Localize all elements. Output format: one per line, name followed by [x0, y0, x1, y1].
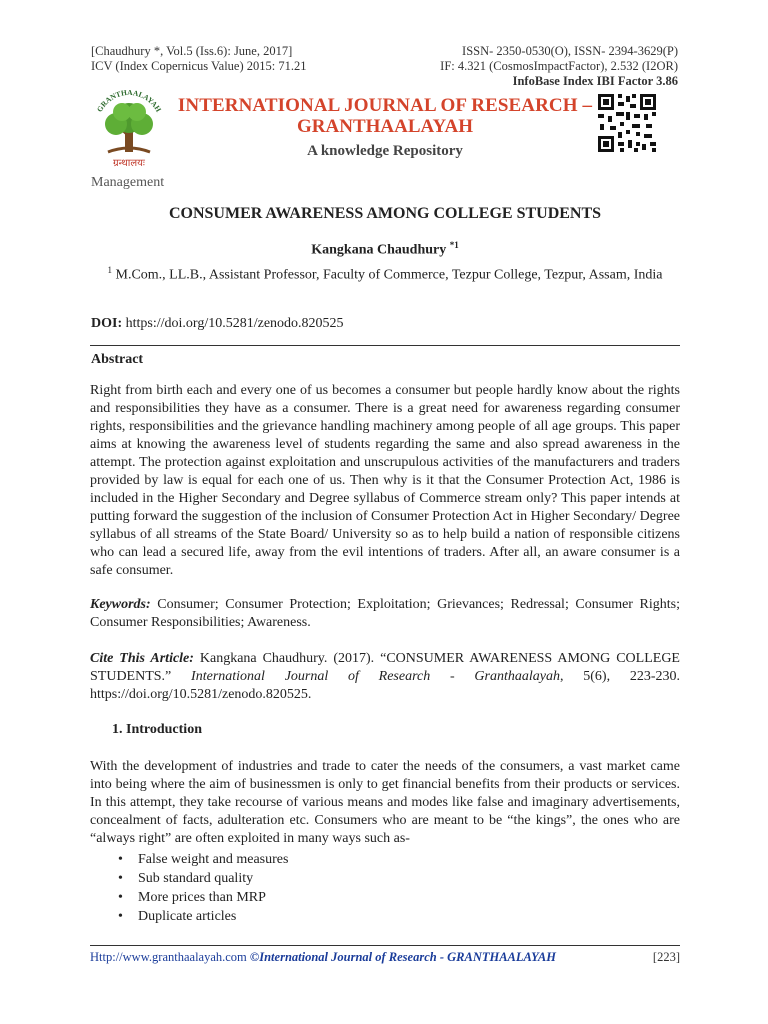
journal-tagline: A knowledge Repository [307, 143, 463, 159]
footer-url[interactable]: Http://www.granthaalayah.com [90, 950, 247, 964]
journal-name-line2: GRANTHAALAYAH [297, 116, 473, 137]
exploitation-list [118, 850, 678, 926]
affiliation-text: M.Com., LL.B., Assistant Professor, Faculty of Commerce, Tezpur College, Tezpur, Assam, India [115, 267, 663, 283]
affiliation-sup: 1 [107, 265, 112, 275]
cite-part1: Kangkana Chaudhury. (2017). “CONSUMER AWARENESS AMONG COLLEGE STUDENTS.” [90, 651, 680, 684]
logo-hindi-text: ग्रन्थालयः [113, 158, 145, 169]
citation [90, 650, 680, 704]
list-item: • False weight and measures [118, 850, 678, 869]
doi-link[interactable]: https://doi.org/10.5281/zenodo.820525 [125, 316, 344, 331]
cite-journal: International Journal of Research - Granthaalayah [191, 669, 560, 684]
page-number: [223] [652, 950, 680, 964]
journal-name-line1: INTERNATIONAL JOURNAL OF RESEARCH – [177, 95, 593, 116]
abstract-heading: Abstract [91, 352, 144, 367]
divider [90, 345, 680, 346]
list-item: • Duplicate articles [118, 907, 678, 926]
doi-label: DOI: [91, 316, 123, 331]
header-infobase: InfoBase Index IBI Factor 3.86 [512, 74, 678, 88]
author-name: Kangkana Chaudhury [311, 242, 447, 258]
affiliation [90, 261, 680, 285]
article-title: CONSUMER AWARENESS AMONG COLLEGE STUDENTS [168, 205, 602, 222]
keywords [90, 596, 680, 632]
header-citation: [Chaudhury *, Vol.5 (Iss.6): June, 2017] [91, 44, 293, 58]
footer-divider [90, 945, 680, 946]
keywords-label: Keywords: [90, 597, 151, 612]
list-item: • More prices than MRP [118, 888, 678, 907]
list-item: • Sub standard quality [118, 869, 678, 888]
logo-arc-text: GRANTHAALAYAH [94, 87, 164, 114]
tree-logo-icon [88, 86, 170, 170]
journal-masthead [170, 95, 600, 160]
header-icv: ICV (Index Copernicus Value) 2015: 71.21 [91, 59, 307, 73]
page-footer [90, 950, 680, 965]
header-issn: ISSN- 2350-0530(O), ISSN- 2394-3629(P) [462, 44, 678, 58]
author [90, 240, 680, 259]
keywords-text: Consumer; Consumer Protection; Exploitation; Grievances; Redressal; Consumer Rights; Consumer Responsibilities; Awareness. [90, 597, 680, 630]
header-left [91, 44, 391, 74]
author-sup: *1 [449, 240, 459, 250]
cite-part2: , 5(6), 223-230. https://doi.org/10.5281/zenodo.820525. [90, 669, 680, 702]
header-impact-factor: IF: 4.321 (CosmosImpactFactor), 2.532 (I2OR) [440, 59, 678, 73]
journal-logo [88, 86, 170, 170]
doi [91, 316, 344, 332]
article-category: Management [91, 175, 165, 190]
header-right [360, 44, 678, 89]
qr-code-icon [596, 92, 658, 154]
cite-label: Cite This Article: [90, 651, 194, 666]
introduction-heading: 1. Introduction [112, 722, 202, 737]
introduction-text: With the development of industries and trade to cater the needs of the consumers, a vast market came into being where the aim of businessmen is only to get financial benefits from their products or services. In this attempt, they take recourse of various means and modes like false and imaginary advertisements, concealment of facts, adulteration etc. Consumers who are meant to be “the kings”, the ones who are “always right” are often exploited in many ways such as- [90, 759, 680, 846]
footer-journal: ©International Journal of Research - GRANTHAALAYAH [249, 950, 556, 964]
abstract-text: Right from birth each and every one of us becomes a consumer but people hardly know about the rights and responsibilities they have as a consumer. There is a great need for awareness regarding consumer rights, responsibilities and the grievance handling machinery among people of all age groups. This paper aims at knowing the awareness level of students regarding the same and also spread awareness in the attempt. The protection against exploitation and unscrupulous activities of the manufacturers and traders provided by law is equal for each one of us. Then why is it that the Consumer Protection Act, 1986 is included in the Higher Secondary and Degree syllabus of Commerce stream only? This paper intends at putting forward the suggestion of the inclusion of Consumer Protection Act in Higher Secondary/ Degree syllabus of all streams of the State Board/ University so as to help build a nation of responsible citizens who can lead a secured life, away from the evil intentions of traders. After all, an aware consumer is a safe consumer. [90, 383, 680, 578]
